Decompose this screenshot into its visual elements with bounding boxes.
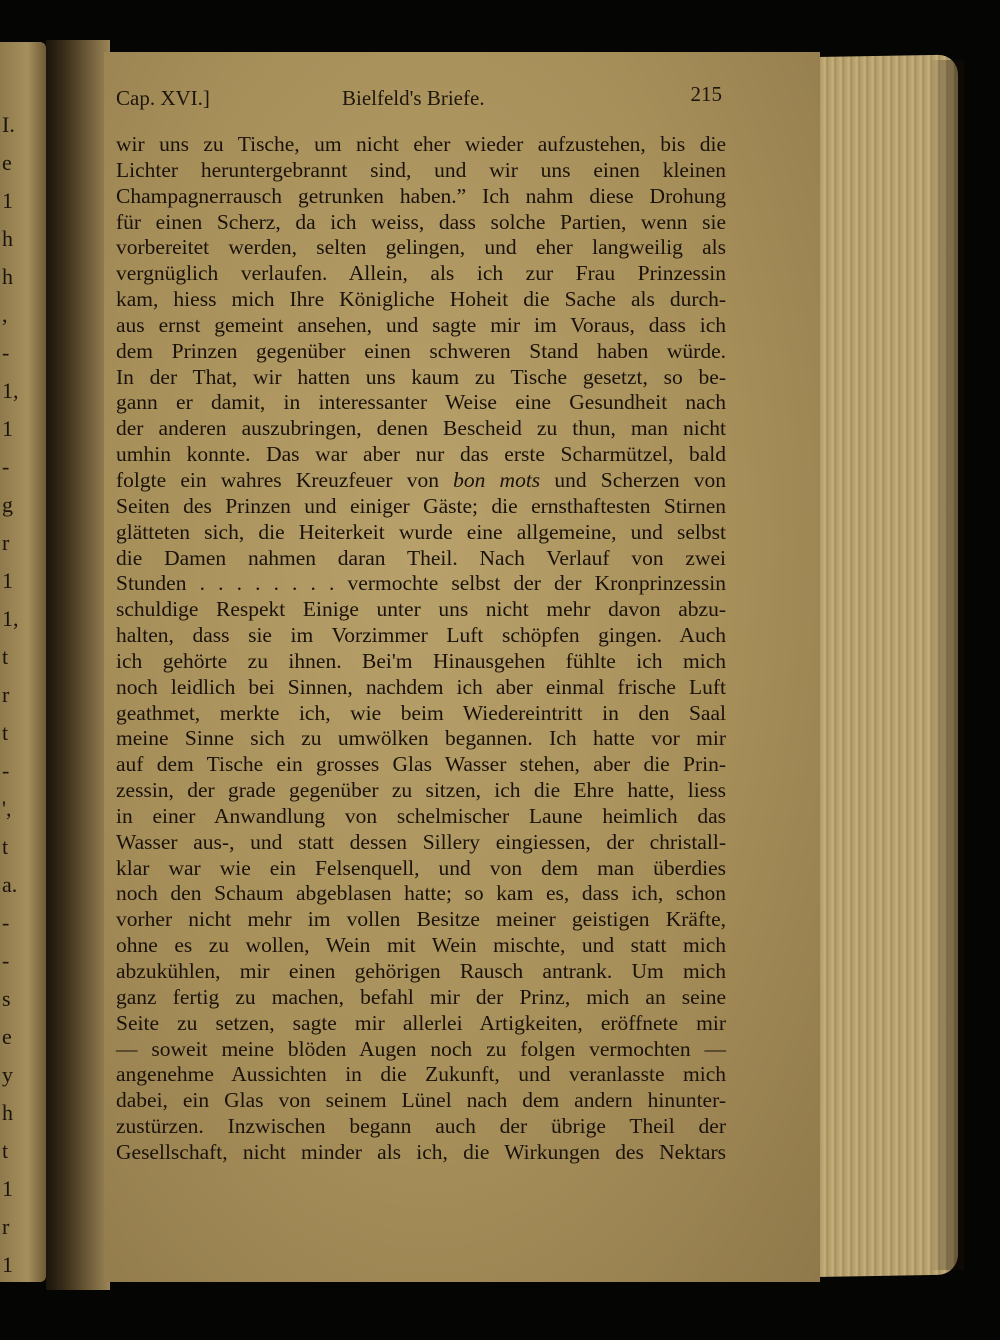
previous-page-fragment: 1, (2, 606, 19, 631)
previous-page-fragment: 1 (2, 1176, 13, 1201)
text-line: glätteten sich, die Heiterkeit wurde eine allgemeine, und selbst (116, 519, 726, 544)
text-line: angenehme Aussichten in die Zukunft, und veranlasste mich (116, 1062, 726, 1087)
text-line: halten, dass sie im Vorzimmer Luft schöpfen gingen. Auch (116, 623, 726, 648)
text-line: Gesellschaft, nicht minder als ich, die Wirkungen des Nektars (116, 1139, 726, 1164)
previous-page-fragment: - (2, 910, 10, 935)
text-line: In der That, wir hatten uns kaum zu Tische gesetzt, so be- (116, 364, 726, 389)
previous-page-fragment: 1 (2, 416, 13, 441)
text-line: gann er damit, in interessanter Weise eine Gesundheit nach (116, 390, 726, 415)
text-line: klar war wie ein Felsenquell, und von dem man überdies (116, 855, 726, 880)
page-number: 215 (690, 82, 722, 106)
previous-page-fragment: - (2, 948, 10, 973)
previous-page-fragment: - (2, 454, 10, 479)
previous-page-fragment: h (2, 226, 13, 251)
text-line: schuldige Respekt Einige unter uns nicht mehr davon abzu- (116, 597, 726, 622)
text-line: Seiten des Prinzen und einiger Gäste; die ernsthaftesten Stirnen (116, 493, 726, 518)
previous-page-fragment: r (2, 530, 10, 555)
text-line: in einer Anwandlung von schelmischer Laune heimlich das (116, 803, 726, 828)
text-line: umhin konnte. Das war aber nur das erste Scharmützel, bald (116, 442, 726, 467)
text-line: geathmet, merkte ich, wie beim Wiedereintritt in den Saal (116, 700, 726, 725)
previous-page-fragment: 1 (2, 1252, 13, 1277)
text-line: die Damen nahmen daran Theil. Nach Verlauf von zwei (116, 545, 726, 570)
text-line: kam, hiess mich Ihre Königliche Hoheit die Sache als durch- (116, 287, 726, 312)
text-line: wir uns zu Tische, um nicht eher wieder aufzustehen, bis die (116, 132, 726, 156)
previous-page-fragment: e (2, 150, 12, 175)
previous-page-fragment: ', (2, 796, 12, 821)
text-line: meine Sinne sich zu umwölken begannen. Ich hatte vor mir (116, 726, 726, 751)
text-line: auf dem Tische ein grosses Glas Wasser stehen, aber die Prin- (116, 752, 726, 777)
text-line: zustürzen. Inzwischen begann auch der übrige Theil der (116, 1114, 726, 1139)
text-line: Wasser aus-, und statt dessen Sillery eingiessen, der christall- (116, 829, 726, 854)
previous-page-fragment: t (2, 644, 9, 669)
book-gutter (46, 40, 110, 1290)
text-line: für einen Scherz, da ich weiss, dass solche Partien, wenn sie (116, 209, 726, 234)
text-line: — soweit meine blöden Augen noch zu folgen vermochten — (116, 1036, 726, 1061)
text-line: noch leidlich bei Sinnen, nachdem ich aber einmal frische Luft (116, 674, 726, 699)
previous-page-fragment: h (2, 1100, 13, 1125)
previous-page-fragment: y (2, 1062, 13, 1087)
previous-page-fragment: t (2, 720, 9, 745)
previous-page-fragment: - (2, 758, 10, 783)
running-title: Bielfeld's Briefe. (342, 86, 485, 110)
text-line: Champagnerrausch getrunken haben.” Ich nahm diese Drohung (116, 183, 726, 208)
text-line: vorher nicht mehr im vollen Besitze meiner geistigen Kräfte, (116, 907, 726, 932)
previous-page-fragment: 1, (2, 378, 19, 403)
text-line: zessin, der grade gegenüber zu sitzen, ich die Ehre hatte, liess (116, 778, 726, 803)
previous-page-fragment: t (2, 834, 9, 859)
chapter-label: Cap. XVI.] (116, 86, 210, 110)
previous-page-fragment: r (2, 682, 10, 707)
previous-page-fragment: e (2, 1024, 12, 1049)
previous-page-fragment: t (2, 1138, 9, 1163)
running-header (116, 82, 722, 116)
previous-page-fragment: s (2, 986, 11, 1011)
previous-page-fragment: h (2, 264, 13, 289)
fore-edge-shadow (930, 60, 964, 1270)
previous-page-fragment: , (2, 302, 8, 327)
text-line: abzukühlen, mir einen gehörigen Rausch antrank. Um mich (116, 959, 726, 983)
text-line: der anderen auszubringen, denen Bescheid zu thun, man nicht (116, 416, 726, 441)
previous-page-fragment: r (2, 1214, 10, 1239)
previous-page-fragment: 1 (2, 568, 13, 593)
text-line: dabei, ein Glas von seinem Lünel nach dem andern hinunter- (116, 1088, 726, 1113)
text-line: vorbereitet werden, selten gelingen, und eher langweilig als (116, 235, 726, 260)
previous-page-edge (0, 42, 46, 1282)
previous-page-fragment: I. (2, 112, 15, 137)
previous-page-fragment: a. (2, 872, 18, 897)
text-line: noch den Schaum abgeblasen hatte; so kam es, dass ich, schon (116, 881, 726, 906)
previous-page-fragment: - (2, 340, 10, 365)
previous-page-text-fragments (0, 42, 46, 1282)
text-line: folgte ein wahres Kreuzfeuer von bon mots und Scherzen von (116, 467, 726, 492)
text-line: Seite zu setzen, sagte mir allerlei Artigkeiten, eröffnete mir (116, 1010, 726, 1035)
text-line: dem Prinzen gegenüber einen schweren Stand haben würde. (116, 338, 726, 363)
text-line: Stunden . . . . . . . . vermochte selbst der der Kronprinzessin (116, 571, 726, 596)
previous-page-fragment: 1 (2, 188, 13, 213)
previous-page-fragment: g (2, 492, 13, 517)
text-line: ganz fertig zu machen, befahl mir der Prinz, mich an seine (116, 984, 726, 1009)
text-line: aus ernst gemeint ansehen, und sagte mir im Voraus, dass ich (116, 312, 726, 337)
page-body-text (116, 132, 726, 1166)
text-line: ich gehörte zu ihnen. Bei'm Hinausgehen fühlte ich mich (116, 648, 726, 673)
text-line: ohne es zu wollen, Wein mit Wein mischte, und statt mich (116, 933, 726, 958)
text-line: vergnüglich verlaufen. Allein, als ich zur Frau Prinzessin (116, 261, 726, 286)
text-line: Lichter heruntergebrannt sind, und wir uns einen kleinen (116, 157, 726, 182)
